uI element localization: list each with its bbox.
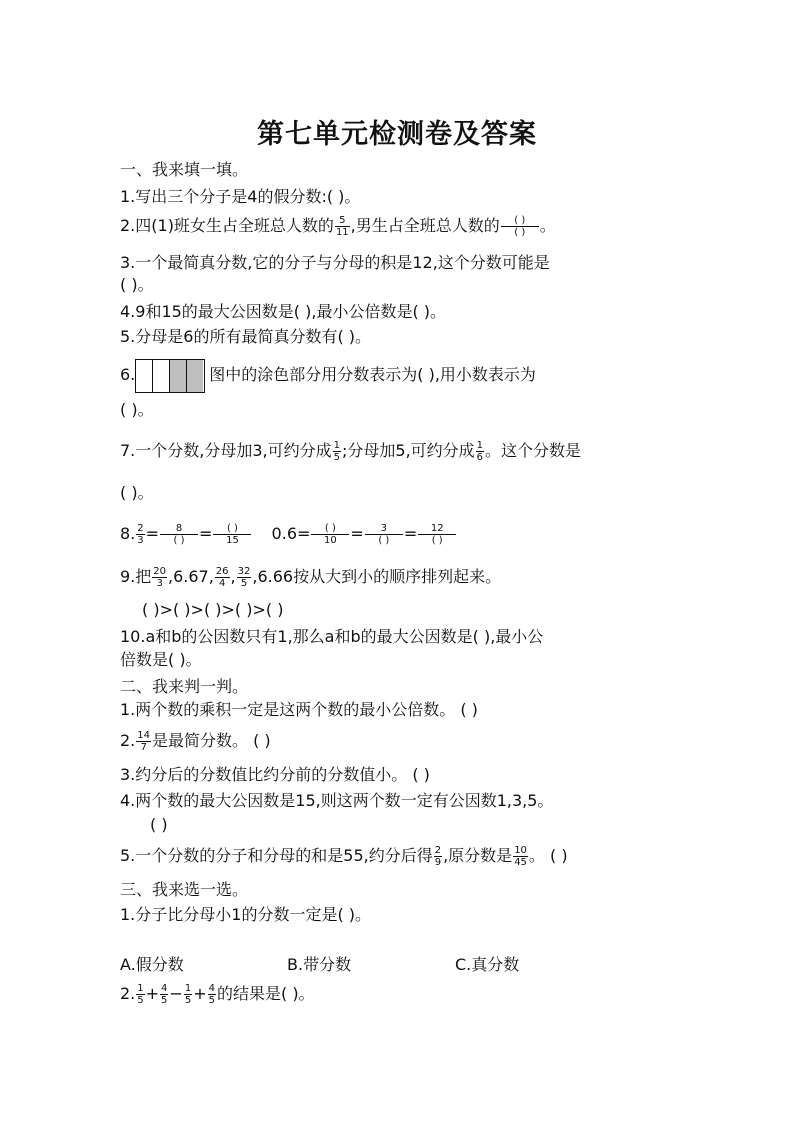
question-text: ,原分数是 [443,846,513,865]
numerator: 32 [237,566,251,577]
question-3-1: 1.分子比分母小1的分数一定是( )。 [120,905,372,924]
shaded-grid-diagram [135,359,205,393]
denominator: 5 [237,577,252,589]
grid-cell-shaded [170,360,187,392]
denominator-blank[interactable]: ( ) [418,534,456,546]
fraction [335,215,350,238]
question-text: 7.一个分数,分母加3,可约分成 [120,441,332,460]
fraction [476,440,484,463]
fraction [215,566,230,589]
plus-sign: + [145,984,160,1003]
denominator: 3 [137,535,144,546]
numerator: 5 [339,215,346,226]
numerator: 4 [161,983,168,994]
grid-cell-shaded [187,360,203,392]
numerator: 3 [380,523,387,534]
denominator: 3 [152,577,167,589]
numerator: 8 [175,523,183,534]
question-1-7 [120,440,581,463]
fraction [160,983,168,1006]
question-number: 6. [120,365,136,384]
fraction [152,566,167,589]
denominator-blank[interactable]: ( ) [365,534,403,546]
question-1-1: 1.写出三个分子是4的假分数:( )。 [120,187,361,206]
denominator: 5 [161,995,168,1006]
question-1-3-line2: ( )。 [120,275,154,294]
question-2-3: 3.约分后的分数值比约分前的分数值小。 ( ) [120,765,430,784]
question-text: 的结果是( )。 [216,984,315,1003]
numerator: 1 [184,983,192,994]
question-1-5: 5.分母是6的所有最简真分数有( )。 [120,327,372,346]
numerator: 12 [430,523,444,534]
question-number: 2. [120,731,136,750]
numerator: 1 [333,440,340,451]
denominator: 11 [335,227,349,238]
question-2-1: 1.两个数的乘积一定是这两个数的最小公倍数。 ( ) [120,700,478,719]
question-text: ,6.66按从大到小的顺序排列起来。 [252,567,502,586]
numerator: 1 [476,440,484,451]
denominator-blank[interactable]: ( ) [160,534,198,546]
question-text: 。 ( ) [528,846,568,865]
denominator: 5 [208,995,215,1006]
answer-fraction-blank[interactable] [501,215,539,238]
question-1-8 [120,523,457,546]
denominator: 5 [333,452,340,463]
question-text: 5.一个分数的分子和分母的和是55,约分后得 [120,846,433,865]
option-c[interactable]: C.真分数 [455,955,520,974]
numerator-blank[interactable]: ( ) [226,523,238,534]
option-b[interactable]: B.带分数 [287,955,352,974]
denominator: 10 [311,534,349,546]
question-text: ;分母加5,可约分成 [342,441,475,460]
grid-cell [136,360,153,392]
fraction [418,523,456,546]
fraction [136,983,144,1006]
option-a[interactable]: A.假分数 [120,955,184,974]
numerator: ( ) [514,215,526,226]
question-2-4-line1: 4.两个数的最大公因数是15,则这两个数一定有公因数1,3,5。 [120,791,554,810]
fraction [333,440,341,463]
numerator: 26 [215,566,229,577]
question-1-9 [120,566,501,589]
fraction [513,845,528,868]
numerator: 2 [434,845,442,856]
numerator: 14 [137,730,150,741]
question-2-5 [120,845,568,868]
section-heading-judge: 二、我来判一判。 [120,677,249,696]
page-title: 第七单元检测卷及答案 [257,119,537,150]
fraction [136,523,144,546]
question-text: ,6.67, [168,567,214,586]
fraction [160,523,198,546]
equals-sign: = [199,524,213,543]
question-text: ,男生占全班总人数的 [350,216,500,235]
question-1-4: 4.9和15的最大公因数是( ),最小公倍数是( )。 [120,302,447,321]
question-text: 是最简分数。 ( ) [152,731,271,750]
question-1-7-line2: ( )。 [120,483,154,502]
question-1-10-line2: 倍数是( )。 [120,650,202,669]
section-heading-fill: 一、我来填一填。 [120,160,249,179]
question-2-4-line2[interactable]: ( ) [150,815,168,834]
denominator: 5 [137,995,144,1006]
question-1-10-line1: 10.a和b的公因数只有1,那么a和b的最大公因数是( ),最小公 [120,627,544,646]
question-1-6-line2: ( )。 [120,400,154,419]
numerator-blank[interactable]: ( ) [324,523,336,534]
question-3-2 [120,983,315,1006]
fraction [434,845,442,868]
plus-sign: + [193,984,207,1003]
fraction [237,566,252,589]
numerator: 20 [153,566,167,577]
numerator: 1 [137,983,144,994]
numerator: 2 [137,523,144,534]
numerator: 10 [514,845,527,856]
denominator: 5 [184,995,192,1006]
denominator: 9 [434,857,442,868]
decimal-value: 0.6= [271,524,311,543]
fraction [311,523,349,546]
fraction [213,523,251,546]
denominator: 4 [215,577,230,589]
question-number: 8. [120,524,136,543]
denominator: 6 [476,452,484,463]
equals-sign: = [350,524,364,543]
denominator: 15 [213,534,251,546]
question-text: 。这个分数是 [485,441,582,460]
question-number: 2. [120,984,136,1003]
fraction [208,983,216,1006]
equals-sign: = [145,524,160,543]
denominator: ( ) [501,226,539,238]
numerator: 4 [208,983,215,994]
denominator: 7 [136,741,151,753]
question-text: 9.把 [120,567,152,586]
question-1-3-line1: 3.一个最简真分数,它的分子与分母的积是12,这个分数可能是 [120,253,550,272]
denominator: 45 [514,857,527,868]
question-1-6 [120,357,536,393]
minus-sign: − [169,984,183,1003]
question-text: 2.四(1)班女生占全班总人数的 [120,216,334,235]
equals-sign: = [403,524,418,543]
fraction [184,983,192,1006]
question-1-2 [120,215,556,238]
question-1-9-order-blanks[interactable]: ( )>( )>( )>( )>( ) [142,600,284,619]
fraction [365,523,403,546]
grid-cell [153,360,170,392]
question-2-2 [120,730,271,753]
question-text: 。 [539,216,556,235]
question-text: 图中的涂色部分用分数表示为( ),用小数表示为 [209,365,536,384]
question-text: , [230,567,236,586]
fraction [136,730,151,753]
section-heading-choose: 三、我来选一选。 [120,880,249,899]
